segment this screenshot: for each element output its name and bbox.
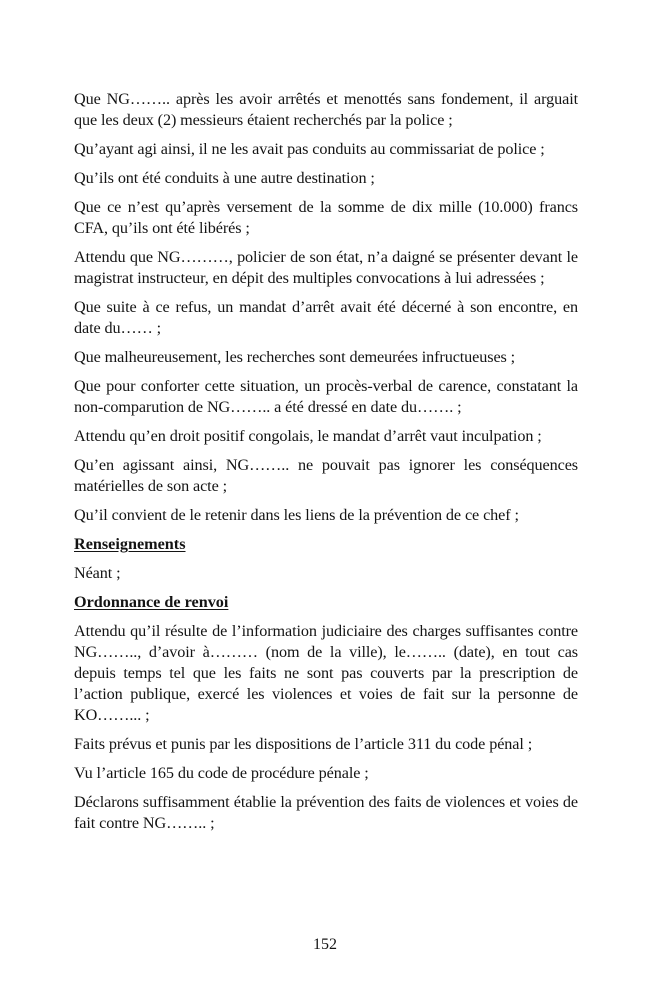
paragraph: Qu’en agissant ainsi, NG…….. ne pouvait pas ignorer les conséquences matérielles de son acte ; (74, 456, 578, 495)
paragraph: Que pour conforter cette situation, un procès-verbal de carence, constatant la non-comparution de NG…….. a été dressé en date du……. ; (74, 377, 578, 416)
paragraph: Attendu que NG………, policier de son état, n’a daigné se présenter devant le magistrat instructeur, en dépit des multiples convocations à lui adressées ; (74, 248, 578, 287)
paragraph: Qu’ils ont été conduits à une autre destination ; (74, 169, 375, 187)
paragraph: Vu l’article 165 du code de procédure pénale ; (74, 764, 369, 782)
paragraph: Que suite à ce refus, un mandat d’arrêt avait été décerné à son encontre, en date du…… ; (74, 298, 578, 337)
paragraph: Que NG…….. après les avoir arrêtés et menottés sans fondement, il arguait que les deux (2) messieurs étaient recherchés par la police ; (74, 90, 578, 129)
paragraph: Faits prévus et punis par les dispositions de l’article 311 du code pénal ; (74, 735, 533, 753)
paragraph: Attendu qu’il résulte de l’information judiciaire des charges suffisantes contre NG…….., d’avoir à……… (nom de la ville), le…….. (date), en tout cas depuis temps tel que les faits ne sont pas couverts par la prescription de l’action publique, exercé les violences et voies de fait sur la personne de KO……... ; (74, 622, 578, 724)
paragraph: Que malheureusement, les recherches sont demeurées infructueuses ; (74, 348, 516, 366)
section-heading-renseignements: Renseignements (74, 535, 186, 553)
paragraph: Qu’ayant agi ainsi, il ne les avait pas conduits au commissariat de police ; (74, 140, 545, 158)
paragraph: Déclarons suffisamment établie la prévention des faits de violences et voies de fait contre NG…….. ; (74, 793, 578, 832)
paragraph: Qu’il convient de le retenir dans les liens de la prévention de ce chef ; (74, 506, 519, 524)
paragraph: Que ce n’est qu’après versement de la somme de dix mille (10.000) francs CFA, qu’ils ont été libérés ; (74, 198, 578, 237)
paragraph: Attendu qu’en droit positif congolais, le mandat d’arrêt vaut inculpation ; (74, 427, 542, 445)
page-number: 152 (313, 936, 337, 953)
section-heading-ordonnance-de-renvoi: Ordonnance de renvoi (74, 593, 229, 611)
paragraph: Néant ; (74, 564, 121, 582)
document-body (74, 89, 578, 842)
